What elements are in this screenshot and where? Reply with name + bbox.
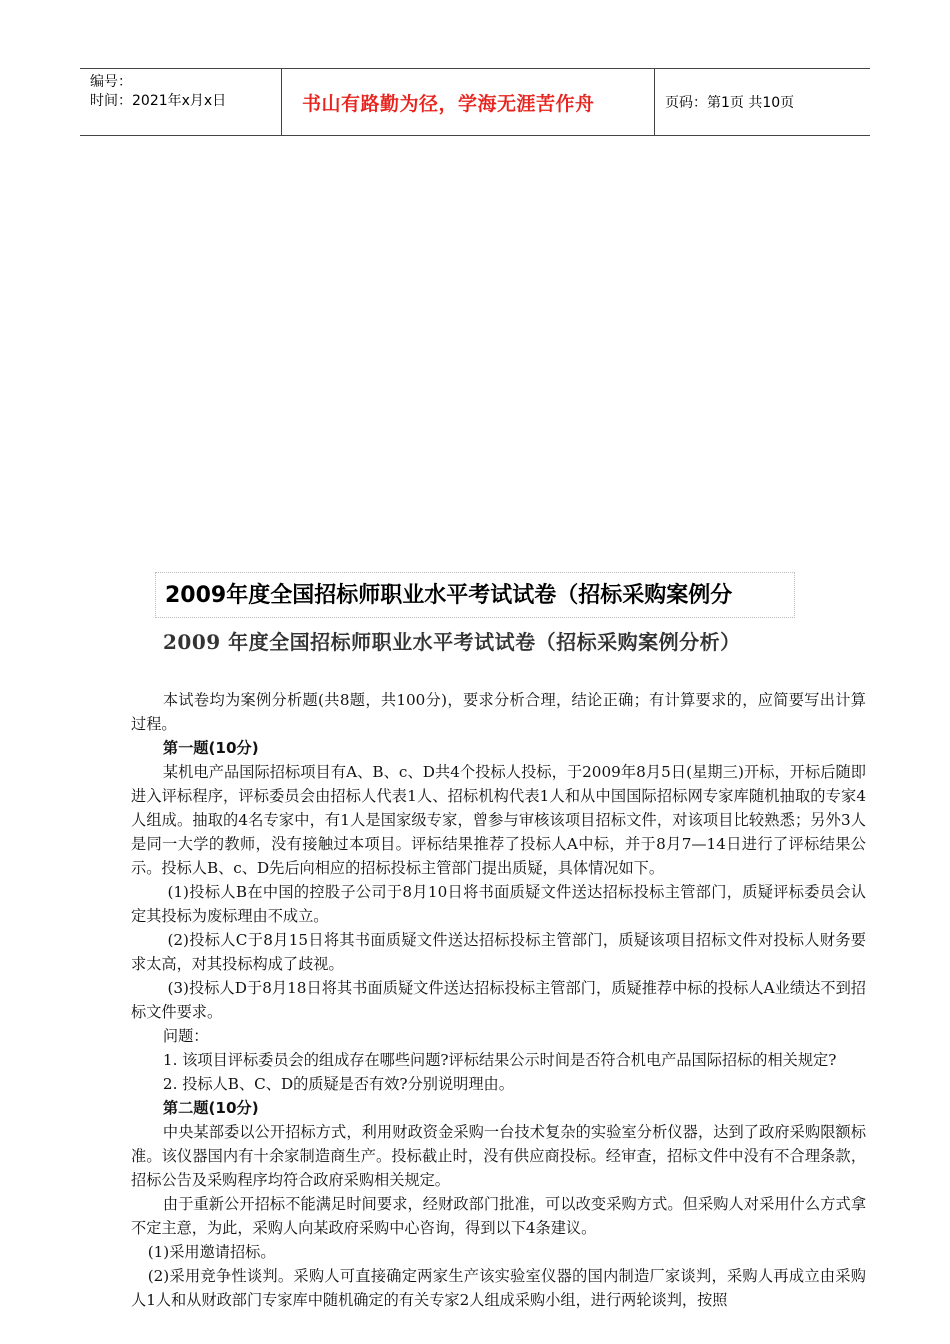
document-number-label: 编号：: [90, 74, 132, 90]
body-paragraph: 由于重新公开招标不能满足时间要求，经财政部门批准，可以改变采购方式。但采购人对采用什么方式拿不定主意，为此，采购人向某政府采购中心咨询，得到以下4条建议。: [131, 1195, 866, 1237]
body-paragraph: (1)采用邀请招标。: [147, 1243, 276, 1261]
body-paragraph: (1)投标人B在中国的控股子公司于8月10日将书面质疑文件送达招标投标主管部门，质疑评标委员会认定其投标为废标理由不成立。: [131, 883, 866, 925]
document-date-label: 时间：2021年x月x日: [90, 93, 227, 109]
header-motto-cell: [282, 69, 655, 135]
question-label: 问题：: [162, 1027, 209, 1045]
page-number-label: 页码：第1页 共10页: [665, 95, 795, 111]
document-subtitle: 2009 年度全国招标师职业水平考试试卷（招标采购案例分析）: [163, 630, 741, 654]
body-paragraph: (2)采用竞争性谈判。采购人可直接确定两家生产该实验室仪器的国内制造厂家谈判，采购人再成立由采购人1人和从财政部门专家库中随机确定的有关专家2人组成采购小组，进行两轮谈判，按照: [131, 1267, 866, 1309]
section-heading: 第二题(10分): [162, 1099, 259, 1117]
body-paragraph: 中央某部委以公开招标方式，利用财政资金采购一台技术复杂的实验室分析仪器，达到了政府采购限额标准。该仪器国内有十余家制造商生产。投标截止时，没有供应商投标。经审查，招标文件中没有不合理条款，招标公告及采购程序均符合政府采购相关规定。: [131, 1123, 866, 1189]
section-heading: 第一题(10分): [162, 739, 259, 757]
body-paragraph: (3)投标人D于8月18日将其书面质疑文件送达招标投标主管部门，质疑推荐中标的投标人A业绩达不到招标文件要求。: [131, 979, 866, 1021]
page-header: [80, 68, 870, 136]
header-meta-cell: [80, 69, 282, 135]
document-body: [131, 688, 866, 1312]
header-page-cell: [655, 69, 870, 135]
question-item: 1. 该项目评标委员会的组成存在哪些问题?评标结果公示时间是否符合机电产品国际招标的相关规定?: [162, 1051, 837, 1069]
intro-paragraph: 本试卷均为案例分析题(共8题，共100分)，要求分析合理，结论正确；有计算要求的，应简要写出计算过程。: [131, 691, 866, 733]
header-motto: 书山有路勤为径，学海无涯苦作舟: [302, 92, 595, 115]
question-item: 2. 投标人B、C、D的质疑是否有效?分别说明理由。: [162, 1075, 514, 1093]
body-paragraph: 某机电产品国际招标项目有A、B、c、D共4个投标人投标，于2009年8月5日(星期三)开标，开标后随即进入评标程序，评标委员会由招标人代表1人、招标机构代表1人和从中国国际招标网专家库随机抽取的专家4人组成。抽取的4名专家中，有1人是国家级专家，曾参与审核该项目招标文件，对该项目比较熟悉；另外3人是同一大学的教师，没有接触过本项目。评标结果推荐了投标人A中标，并于8月7—14日进行了评标结果公示。投标人B、c、D先后向相应的招标投标主管部门提出质疑，具体情况如下。: [131, 763, 866, 877]
body-paragraph: (2)投标人C于8月15日将其书面质疑文件送达招标投标主管部门，质疑该项目招标文件对投标人财务要求太高，对其投标构成了歧视。: [131, 931, 866, 973]
document-title-box: 2009年度全国招标师职业水平考试试卷（招标采购案例分: [155, 572, 795, 618]
